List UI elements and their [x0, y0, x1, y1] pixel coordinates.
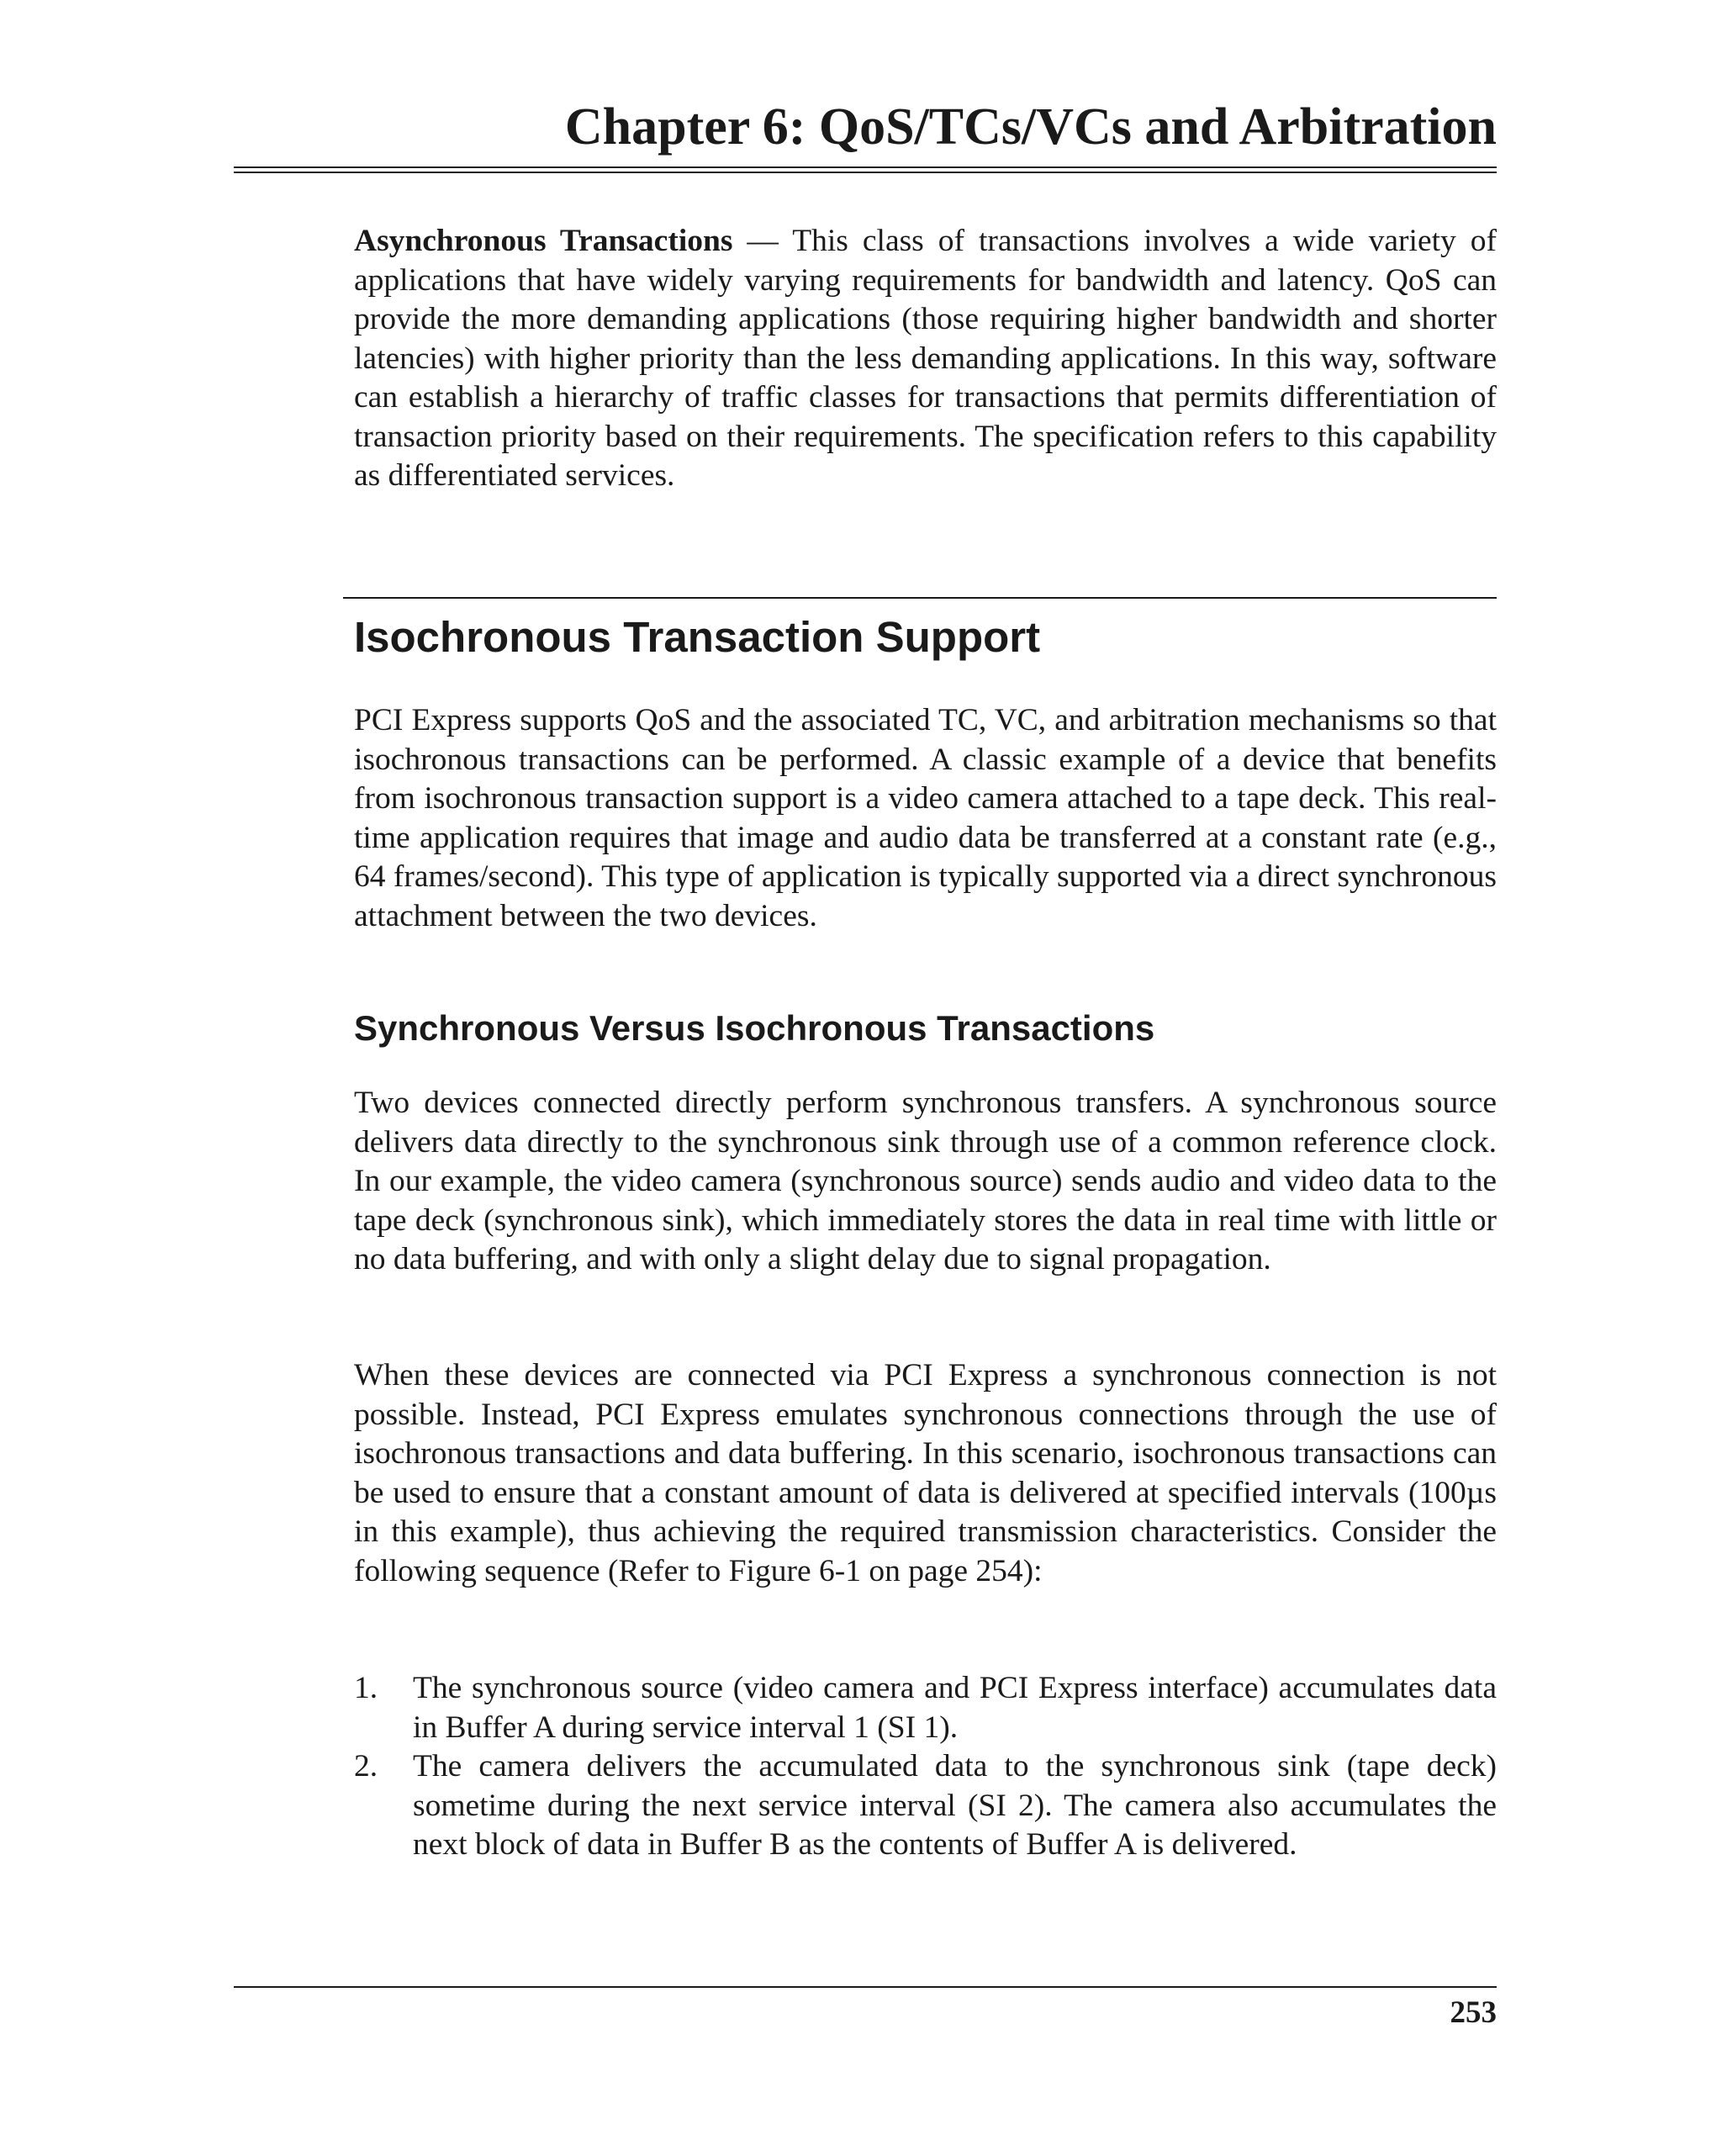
header-double-rule — [234, 166, 1497, 173]
list-item-text: The camera delivers the accumulated data to the synchronous sink (tape deck) sometime during the next service interval (SI 2). The camera also accumulates the next block of data in Buffer B as the contents of Buffer A is delivered. — [413, 1749, 1497, 1862]
intro-paragraph — [354, 222, 1497, 496]
sequence-list — [354, 1669, 1497, 1865]
intro-lead-term: Asynchronous Transactions — [354, 224, 733, 258]
list-item — [354, 1669, 1497, 1747]
section-rule — [343, 597, 1497, 599]
section-heading: Isochronous Transaction Support — [354, 613, 1041, 661]
section-paragraph: PCI Express supports QoS and the associated TC, VC, and arbitration mechanisms so that isochronous transactions can be performed. A classic example of a device that benefits from isochronous transaction support is a video camera attached to a tape deck. This real-time application requires that image and audio data be transferred at a constant rate (e.g., 64 frames/second). This type of application is typically supported via a direct synchronous attachment between the two devices. — [354, 703, 1497, 933]
list-item — [354, 1747, 1497, 1865]
chapter-title: Chapter 6: QoS/TCs/VCs and Arbitration — [564, 98, 1497, 156]
footer-rule — [234, 1986, 1497, 1988]
intro-block — [354, 222, 1497, 496]
list-item-number: 1. — [354, 1671, 378, 1705]
intro-text: — This class of transactions involves a wide variety of applications that have widely varying requirements for bandwidth and latency. QoS can provide the more demanding applications (those requiring higher bandwidth and shorter latencies) with higher priority than the less demanding applications. In this way, software can establish a hierarchy of traffic classes for transactions that permits differentiation of transaction priority based on their requirements. The specification refers to this capability as differentiated services. — [354, 224, 1497, 493]
list-item-text: The synchronous source (video camera and PCI Express interface) accumulates data in Buffer A during service interval 1 (SI 1). — [413, 1671, 1497, 1745]
subsection-paragraph-2: When these devices are connected via PCI Express a synchronous connection is not possible. Instead, PCI Express emulates synchronous connections through the use of isochronous transactions and data buffering. In this scenario, isochronous transactions can be used to ensure that a constant amount of data is delivered at specified intervals (100µs in this example), thus achieving the required transmission characteristics. Consider the following sequence (Refer to Figure 6-1 on page 254): — [354, 1358, 1497, 1588]
page-number: 253 — [1450, 1995, 1497, 2030]
subsection-paragraph-1: Two devices connected directly perform synchronous transfers. A synchronous source delivers data directly to the synchronous sink through use of a common reference clock. In our example, the video camera (synchronous source) sends audio and video data to the tape deck (synchronous sink), which immediately stores the data in real time with little or no data buffering, and with only a slight delay due to signal propagation. — [354, 1086, 1497, 1276]
list-item-number: 2. — [354, 1749, 378, 1783]
subsection-heading: Synchronous Versus Isochronous Transactions — [354, 1008, 1155, 1048]
